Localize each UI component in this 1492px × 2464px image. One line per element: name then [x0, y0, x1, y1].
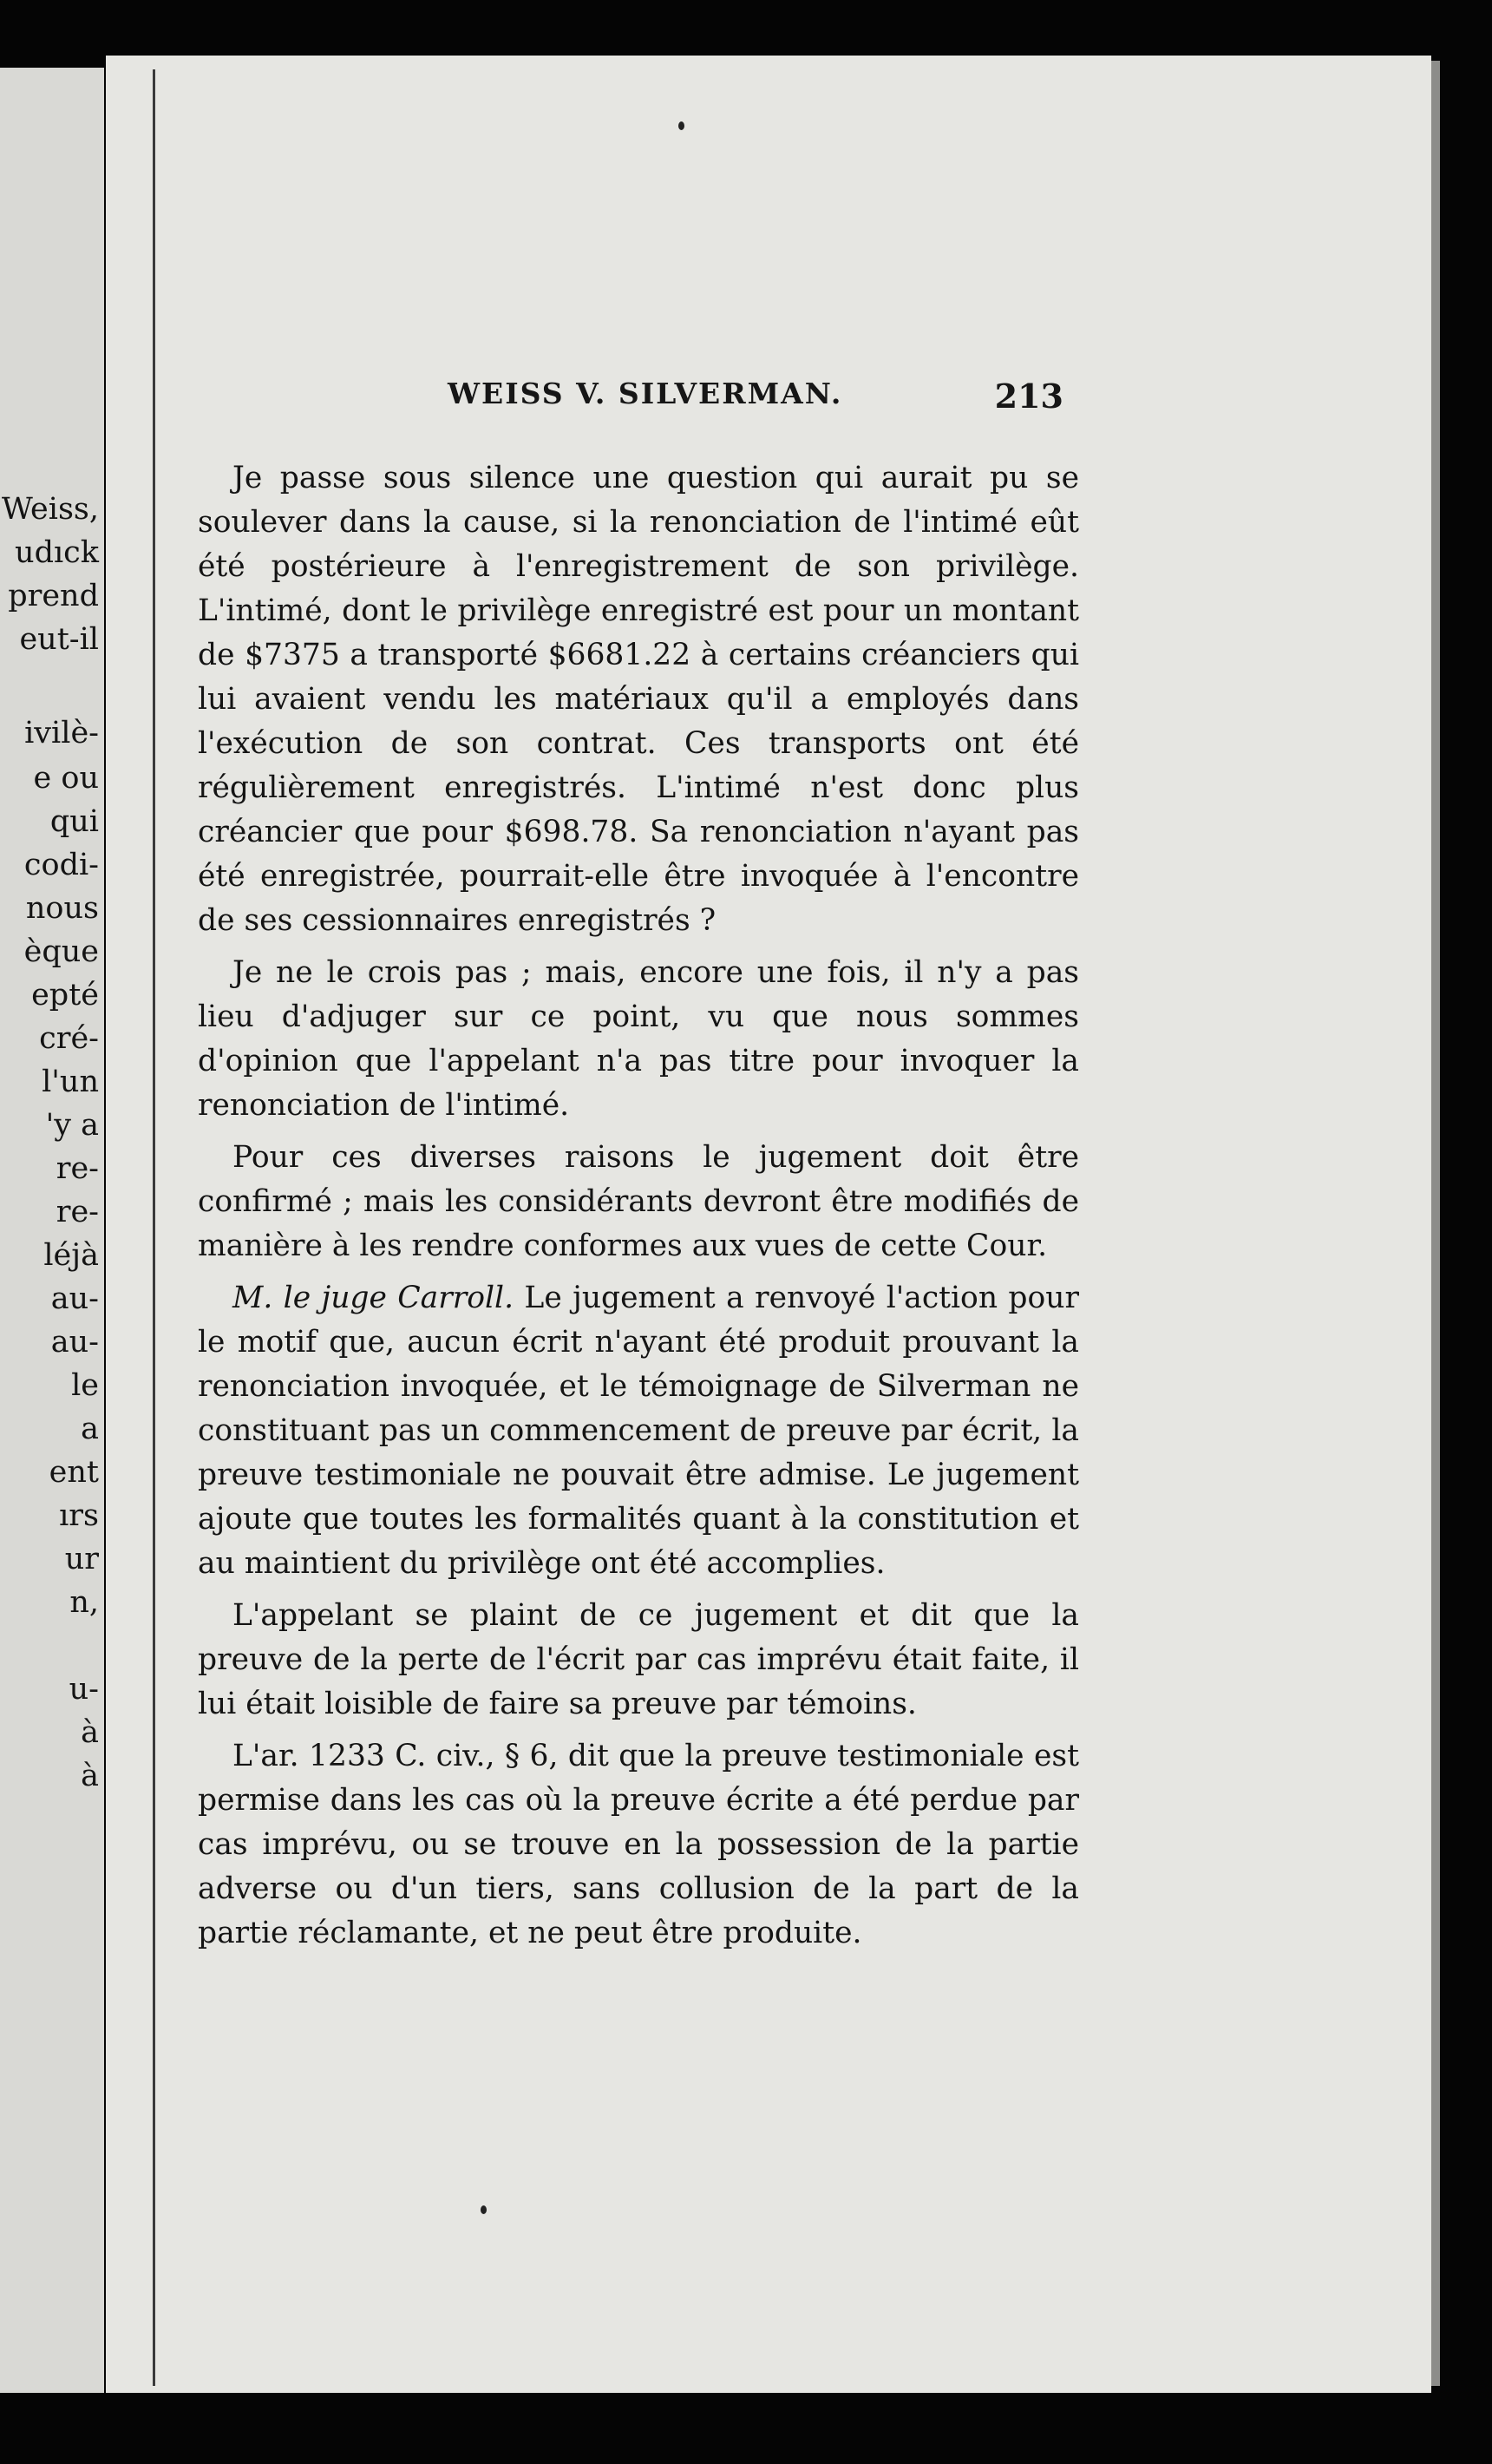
previous-page-line: l'un: [42, 1065, 99, 1099]
previous-page-line: au-: [50, 1281, 99, 1316]
paragraph-text: Le jugement a renvoyé l'action pour le motif que, aucun écrit n'ayant été produit prouvant la renonciation invoquée, et le témoignage de Silverman ne constituant pas un commencement de preuve par écrit, la preuve testimoniale ne pouvait être admise. Le jugement ajoute que toutes les formalités quant à la constitution et au maintient du privilège ont été accomplies.: [198, 1281, 1079, 1581]
previous-page-line: eut-il: [19, 622, 99, 657]
previous-page-line: u-: [69, 1672, 99, 1707]
previous-page-line: Weiss,: [1, 492, 99, 527]
previous-page-line: qui: [49, 804, 99, 839]
previous-page-line: udıck: [15, 535, 99, 570]
paragraph: Pour ces diverses raisons le jugement doit être confirmé ; mais les considérants devront être modifiés de manière à les rendre conformes aux vues de cette Cour.: [198, 1140, 1079, 1263]
previous-page-line: ur: [64, 1542, 99, 1576]
previous-page-line: à: [81, 1759, 99, 1793]
previous-page-line: au-: [50, 1325, 99, 1360]
previous-page-line: 'y a: [45, 1108, 99, 1143]
previous-page-line: le: [71, 1368, 99, 1403]
previous-page-line: ırs: [59, 1498, 99, 1533]
previous-page-line: nous: [25, 891, 99, 926]
paragraph: Je passe sous silence une question qui aurait pu se soulever dans la cause, si la renonciation de l'intimé eût été postérieure à l'enregistrement de son privilège. L'intimé, dont le privilège enregistré est pour un montant de $7375 a transporté $6681.22 à certains créanciers qui lui avaient vendu les matériaux qu'il a employés dans l'exécution de son contrat. Ces transports ont été régulièrement enregistrés. L'intimé n'est donc plus créancier que pour $698.78. Sa renonciation n'ayant pas été enregistrée, pourrait-elle être invoquée à l'encontre de ses cessionnaires enregistrés ?: [198, 461, 1079, 938]
previous-page-line: n,: [69, 1585, 99, 1620]
binding-gutter: [153, 69, 155, 2386]
paragraph: L'appelant se plaint de ce jugement et dit que la preuve de la perte de l'écrit par cas imprévu était faite, il lui était loisible de faire sa preuve par témoins.: [198, 1598, 1079, 1721]
page-number: 213: [994, 377, 1063, 416]
paragraph: [198, 1276, 1079, 1586]
page-edge: [1431, 61, 1440, 2386]
running-header: [448, 377, 1063, 420]
previous-page-line: cré-: [39, 1021, 99, 1056]
speck: [481, 2205, 487, 2214]
previous-page-line: léjà: [43, 1238, 99, 1273]
previous-page-line: ent: [49, 1455, 99, 1490]
speaker-name: M. le juge Carroll.: [232, 1281, 514, 1315]
previous-page-line: re-: [56, 1195, 99, 1229]
running-title: WEISS V. SILVERMAN.: [448, 377, 843, 410]
previous-page-line: re-: [56, 1151, 99, 1186]
previous-page-line: à: [81, 1715, 99, 1750]
previous-page-line: codi-: [23, 848, 99, 882]
body-text: [198, 456, 1079, 1963]
previous-page-line: ivilè-: [24, 716, 99, 750]
previous-page-line: e ou: [33, 761, 99, 796]
paragraph: Je ne le crois pas ; mais, encore une fois, il n'y a pas lieu d'adjuger sur ce point, vu que nous sommes d'opinion que l'appelant n'a pas titre pour invoquer la renonciation de l'intimé.: [198, 955, 1079, 1123]
previous-page-line: a: [81, 1412, 99, 1446]
paragraph: L'ar. 1233 C. civ., § 6, dit que la preuve testimoniale est permise dans les cas où la preuve écrite a été perdue par cas imprévu, ou se trouve en la possession de la partie adverse ou d'un tiers, sans collusion de la part de la partie réclamante, et ne peut être produite.: [198, 1739, 1079, 1950]
previous-page-line: prend: [8, 579, 99, 613]
previous-page-line: epté: [31, 978, 99, 1012]
previous-page-fragment: [0, 68, 104, 2393]
speck: [678, 121, 684, 130]
previous-page-line: èque: [23, 934, 99, 969]
